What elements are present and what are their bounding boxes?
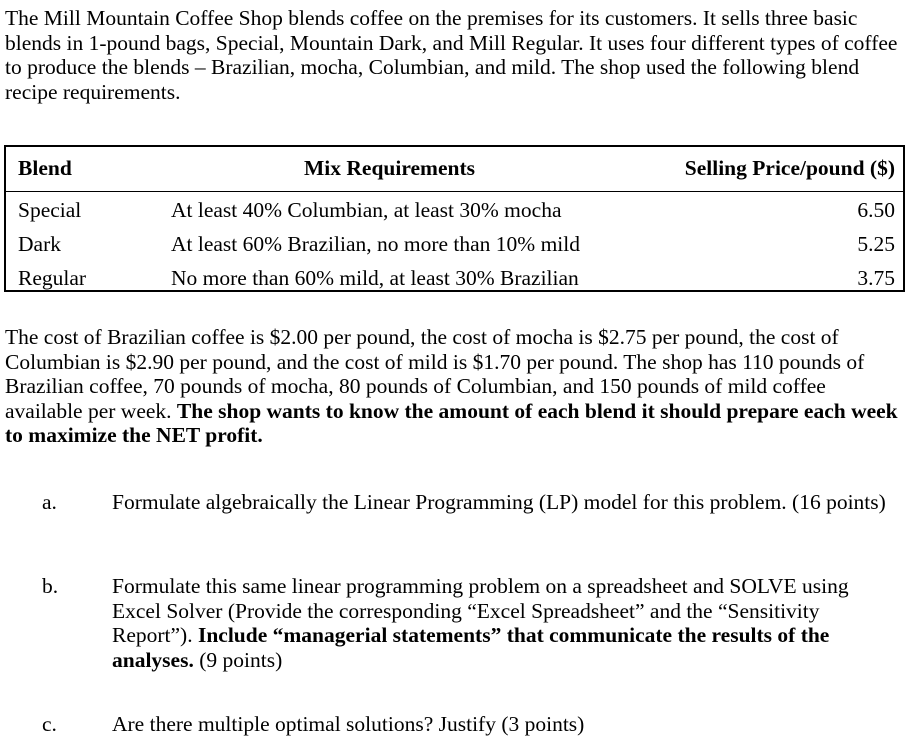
question-a-text: Formulate algebraically the Linear Programming (LP) model for this problem. (16 points) bbox=[112, 490, 886, 514]
row-regular-price: 3.75 bbox=[857, 266, 895, 290]
row-special-blend: Special bbox=[18, 198, 82, 222]
row-dark-blend: Dark bbox=[18, 232, 61, 256]
row-dark-mix: At least 60% Brazilian, no more than 10% mild bbox=[171, 232, 581, 256]
question-b-plain: Formulate this same linear programming problem on a spreadsheet and SOLVE using Excel Solver (Provide the corresponding “Excel Spreadsheet” and the “Sensitivity Report”). bbox=[112, 574, 849, 647]
blend-table bbox=[4, 145, 905, 292]
question-b-points: (9 points) bbox=[193, 647, 283, 672]
row-regular-mix: No more than 60% mild, at least 30% Brazilian bbox=[171, 266, 579, 290]
question-c-text: Are there multiple optimal solutions? Justify (3 points) bbox=[112, 712, 585, 736]
question-b-bold: Include “managerial statements” that communicate the results of the analyses. bbox=[112, 623, 830, 672]
intro-paragraph: The Mill Mountain Coffee Shop blends coffee on the premises for its customers. It sells three basic blends in 1-pound bags, Special, Mountain Dark, and Mill Regular. It uses four different types of coffee to produce the blends – Brazilian, mocha, Columbian, and mild. The shop used the following blend recipe requirements. bbox=[5, 6, 898, 104]
cost-paragraph bbox=[5, 325, 905, 448]
question-b-letter: b. bbox=[42, 574, 59, 598]
row-special-price: 6.50 bbox=[857, 198, 895, 222]
row-dark-price: 5.25 bbox=[857, 232, 895, 256]
header-mix-requirements: Mix Requirements bbox=[304, 156, 475, 180]
header-blend: Blend bbox=[18, 156, 72, 180]
cost-text: The cost of Brazilian coffee is $2.00 per pound, the cost of mocha is $2.75 per pound, the cost of Columbian is $2.90 per pound, and the cost of mild is $1.70 per pound. The shop has 110 pounds of Brazilian coffee, 70 pounds of mocha, 80 pounds of Columbian, and 150 pounds of mild coffee available per week. bbox=[5, 325, 865, 423]
row-regular-blend: Regular bbox=[18, 266, 87, 290]
header-divider bbox=[6, 191, 903, 192]
question-c-letter: c. bbox=[42, 712, 57, 736]
question-a-letter: a. bbox=[42, 490, 57, 514]
header-selling-price: Selling Price/pound ($) bbox=[684, 156, 895, 180]
row-special-mix: At least 40% Columbian, at least 30% mocha bbox=[171, 198, 562, 222]
question-b-text bbox=[112, 574, 902, 672]
objective-statement: The shop wants to know the amount of each blend it should prepare each week to maximize the NET profit. bbox=[5, 398, 898, 447]
